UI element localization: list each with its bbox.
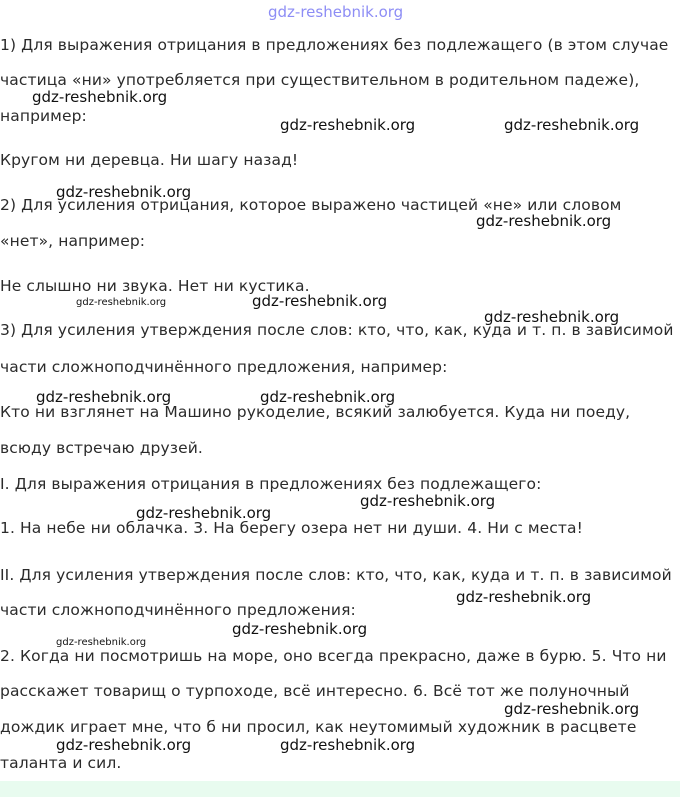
watermark: gdz-reshebnik.org: [36, 388, 172, 406]
text-line-19: таланта и сил.: [0, 754, 122, 772]
watermark: gdz-reshebnik.org: [476, 212, 612, 230]
watermark: gdz-reshebnik.org: [32, 88, 168, 106]
text-line-4: Кругом ни деревца. Ни шагу назад!: [0, 151, 299, 169]
text-line-15: части сложноподчинённого предложения:: [0, 601, 356, 619]
text-line-11: всюду встречаю друзей.: [0, 439, 203, 457]
text-line-2: частица «ни» употребляется при существительном в родительном падеже),: [0, 71, 640, 89]
text-line-8: 3) Для усиления утверждения после слов: кто, что, как, куда и т. п. в зависимой: [0, 321, 674, 339]
text-line-10: Кто ни взглянет на Машино рукоделие, всякий залюбуется. Куда ни поеду,: [0, 403, 631, 421]
text-line-17: расскажет товарищ о турпоходе, всё интересно. 6. Всё тот же полуночный: [0, 682, 630, 700]
watermark: gdz-reshebnik.org: [56, 183, 192, 201]
watermark: gdz-reshebnik.org: [260, 388, 396, 406]
text-line-16: 2. Когда ни посмотришь на море, оно всегда прекрасно, даже в бурю. 5. Что ни: [0, 647, 667, 665]
watermark: gdz-reshebnik.org: [456, 588, 592, 606]
watermark: gdz-reshebnik.org: [360, 492, 496, 510]
watermark-small: gdz-reshebnik.org: [56, 637, 147, 648]
watermark: gdz-reshebnik.org: [56, 736, 192, 754]
watermark: gdz-reshebnik.org: [484, 308, 620, 326]
text-line-1: 1) Для выражения отрицания в предложениях без подлежащего (в этом случае: [0, 36, 669, 54]
text-line-14: II. Для усиления утверждения после слов: кто, что, как, куда и т. п. в зависимой: [0, 566, 672, 584]
text-line-3: например:: [0, 107, 87, 125]
watermark-top: gdz-reshebnik.org: [268, 3, 404, 21]
text-line-18: дождик играет мне, что б ни просил, как неутомимый художник в расцвете: [0, 718, 637, 736]
watermark: gdz-reshebnik.org: [252, 292, 388, 310]
text-line-7: Не слышно ни звука. Нет ни кустика.: [0, 277, 310, 295]
watermark: gdz-reshebnik.org: [504, 116, 640, 134]
text-line-6: «нет», например:: [0, 232, 146, 250]
watermark: gdz-reshebnik.org: [136, 504, 272, 522]
text-line-5: 2) Для усиления отрицания, которое выражено частицей «не» или словом: [0, 196, 622, 214]
text-line-13: 1. На небе ни облачка. 3. На берегу озера нет ни души. 4. Ни с места!: [0, 519, 583, 537]
watermark-small: gdz-reshebnik.org: [76, 297, 167, 308]
watermark: gdz-reshebnik.org: [232, 620, 368, 638]
bottom-band: [0, 781, 680, 797]
text-line-9: части сложноподчинённого предложения, например:: [0, 358, 448, 376]
watermark: gdz-reshebnik.org: [280, 736, 416, 754]
text-line-12: I. Для выражения отрицания в предложениях без подлежащего:: [0, 475, 542, 493]
watermark: gdz-reshebnik.org: [280, 116, 416, 134]
watermark: gdz-reshebnik.org: [504, 700, 640, 718]
